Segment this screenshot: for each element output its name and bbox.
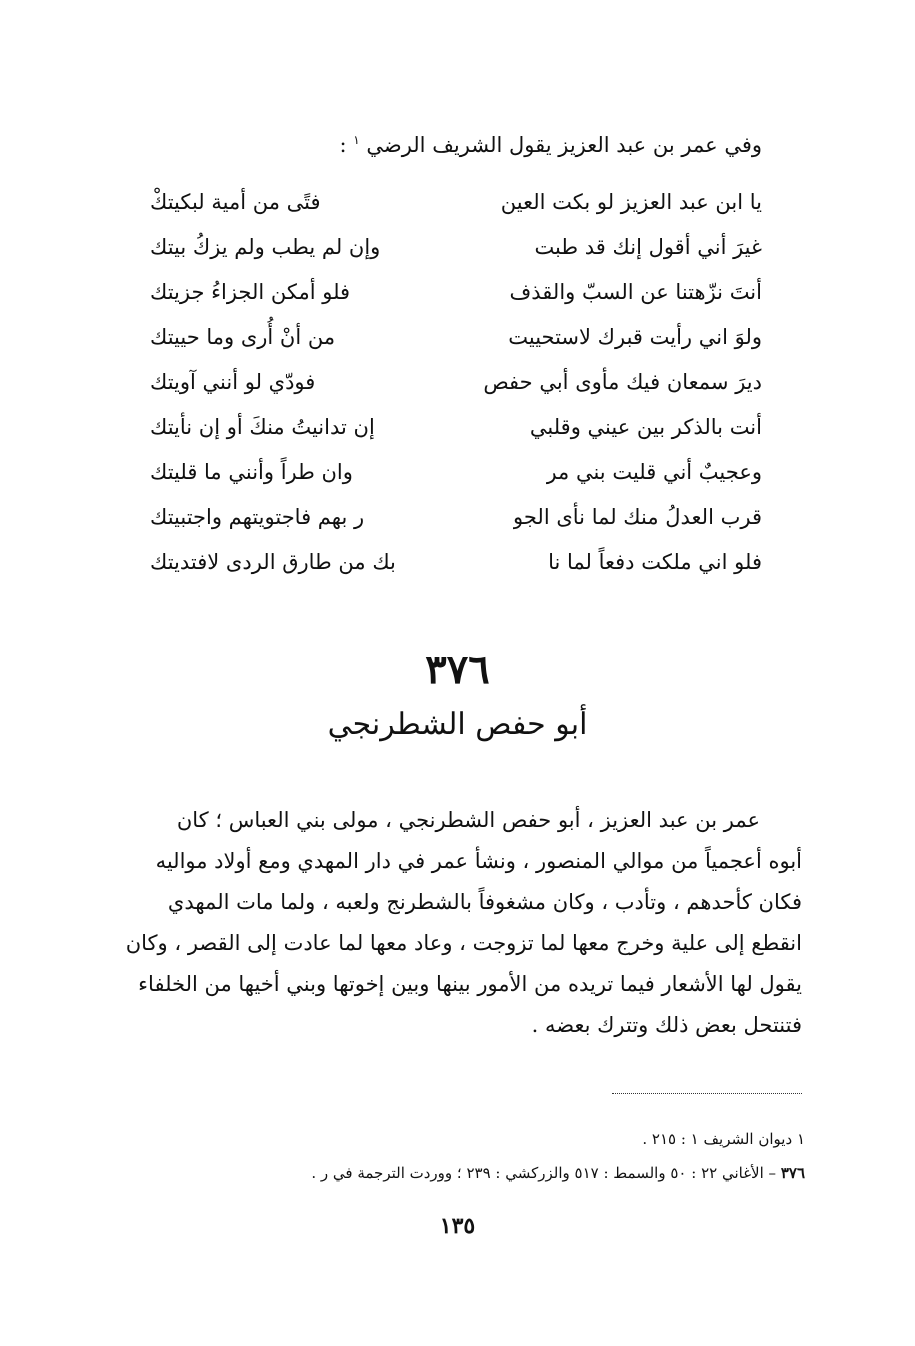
verse-second-hemistich: من أنْ أُرى وما حييتك — [150, 325, 336, 349]
verse-second-hemistich: وان طراً وأنني ما قليتك — [150, 460, 353, 484]
biography-line: يقول لها الأشعار فيما تريده من الأمور بينها وبين إخوتها وبني أخيها من الخلفاء — [138, 972, 802, 996]
verse-second-hemistich: ر بهم فاجتويتهم واجتبيتك — [150, 505, 365, 529]
verse-second-hemistich: فتًى من أمية لبكيتكْ — [150, 190, 321, 214]
entry-number: ٣٧٦ — [425, 646, 490, 693]
page-number: ١٣٥ — [439, 1213, 476, 1239]
footnote-number: ٣٧٦ — [780, 1164, 805, 1182]
verse-first-hemistich: أنت بالذكر بين عيني وقلبي — [529, 415, 762, 439]
verse — [150, 495, 762, 540]
verse-second-hemistich: فودّي لو أنني آويتك — [150, 370, 316, 394]
verse — [150, 225, 762, 270]
verse — [150, 450, 762, 495]
footnote — [105, 1122, 805, 1156]
verse-second-hemistich: وإن لم يطب ولم يزكُ بيتك — [150, 235, 381, 259]
footnote-number: ١ — [796, 1130, 805, 1148]
verse — [150, 360, 762, 405]
verse — [150, 180, 762, 225]
verse-first-hemistich: وعجيبٌ أني قليت بني مر — [546, 460, 762, 484]
verse — [150, 540, 762, 585]
verse — [150, 270, 762, 315]
verse — [150, 405, 762, 450]
verse-first-hemistich: أنتَ نزّهتنا عن السبّ والقذف — [509, 280, 762, 304]
footnotes — [105, 1122, 805, 1190]
verse-first-hemistich: غيرَ أني أقول إنك قد طبت — [534, 235, 762, 259]
biography-line: انقطع إلى علية وخرج معها لما تزوجت ، وعاد معها لما عادت إلى القصر ، وكان — [125, 931, 802, 955]
verse-first-hemistich: فلو اني ملكت دفعاً لما نا — [548, 550, 762, 574]
verse-first-hemistich: ولوَ اني رأيت قبرك لاستحييت — [508, 325, 762, 349]
intro-line — [142, 130, 762, 160]
biography-paragraph — [112, 800, 802, 1046]
biography-line: عمر بن عبد العزيز ، أبو حفص الشطرنجي ، مولى بني العباس ؛ كان — [176, 808, 760, 832]
footnote-divider — [612, 1093, 802, 1094]
biography-line: فتنتحل بعض ذلك وتترك بعضه . — [531, 1013, 802, 1037]
biography-line: أبوه أعجمياً من موالي المنصور ، ونشأ عمر في دار المهدي ومع أولاد مواليه — [155, 849, 802, 873]
biography-line: فكان كأحدهم ، وتأدب ، وكان مشغوفاً بالشطرنج ولعبه ، ولما مات المهدي — [167, 890, 802, 914]
intro-colon: : — [339, 133, 347, 157]
poem — [150, 180, 762, 585]
verse-second-hemistich: بك من طارق الردى لافتديتك — [150, 550, 396, 574]
intro-text: وفي عمر بن عبد العزيز يقول الشريف الرضي — [366, 133, 762, 157]
verse-first-hemistich: ديرَ سمعان فيك مأوى أبي حفص — [483, 370, 762, 394]
footnote-mark: ١ — [353, 133, 360, 147]
verse-first-hemistich: قرب العدلُ منك لما نأى الجو — [513, 505, 762, 529]
verse-second-hemistich: فلو أمكن الجزاءُ جزيتك — [150, 280, 351, 304]
entry-title: أبو حفص الشطرنجي — [327, 707, 588, 742]
verse-first-hemistich: يا ابن عبد العزيز لو بكت العين — [500, 190, 762, 214]
verse-second-hemistich: إن تدانيتُ منكَ أو إن نأيتك — [150, 415, 375, 439]
footnote-text: – الأغاني ٢٢ : ٥٠ والسمط : ٥١٧ والزركشي : ٢٣٩ ؛ ووردت الترجمة في ر . — [311, 1164, 777, 1182]
footnote-text: ديوان الشريف ١ : ٢١٥ . — [642, 1130, 793, 1148]
verse — [150, 315, 762, 360]
footnote — [105, 1156, 805, 1190]
